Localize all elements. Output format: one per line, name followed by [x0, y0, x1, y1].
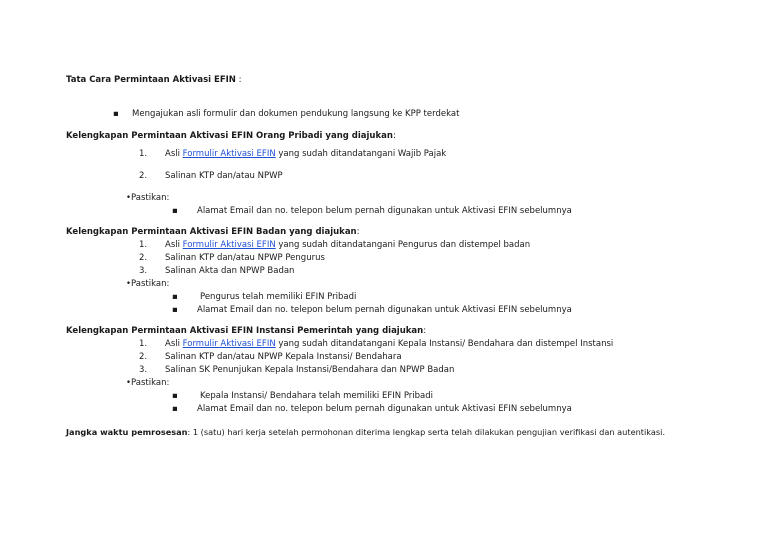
formulir-link[interactable]: Formulir Aktivasi EFIN — [182, 339, 276, 349]
list-item-text: yang sudah ditandatangani Kepala Instansi/ Bendahara dan distempel Instansi — [275, 339, 614, 349]
intro-bullet-text: Mengajukan asli formulir dan dokumen pendukung langsung ke KPP terdekat — [132, 109, 460, 119]
list-item-instansi-3: Salinan SK Penunjukan Kepala Instansi/Bendahara dan NPWP Badan — [165, 365, 455, 375]
pastikan-text: Pastikan: — [131, 193, 170, 203]
processing-time-label: Jangka waktu pemrosesan — [66, 427, 188, 437]
section-heading-instansi — [66, 326, 426, 337]
bullet-marker: • — [126, 378, 132, 388]
bullet-marker: ▪ — [172, 206, 178, 216]
bullet-marker: • — [126, 279, 132, 289]
page-title-colon: : — [235, 75, 242, 85]
bullet-marker: ▪ — [172, 305, 178, 315]
list-number: 2. — [139, 352, 148, 362]
list-number: 2. — [139, 253, 148, 263]
pastikan-label-op — [126, 193, 169, 204]
heading-colon: : — [392, 131, 396, 141]
list-item-text: yang sudah ditandatangani Wajib Pajak — [275, 149, 447, 159]
list-item-instansi-1 — [165, 339, 613, 350]
page-title — [66, 75, 242, 86]
check-item-badan-2: Alamat Email dan no. telepon belum pernah digunakan untuk Aktivasi EFIN sebelumnya — [197, 305, 572, 315]
list-number: 3. — [139, 266, 148, 276]
list-number: 2. — [139, 171, 148, 181]
formulir-link[interactable]: Formulir Aktivasi EFIN — [182, 240, 276, 250]
pastikan-label-instansi — [126, 378, 169, 389]
section-heading-badan-text: Kelengkapan Permintaan Aktivasi EFIN Badan yang diajukan — [66, 227, 357, 237]
check-item-instansi-2: Alamat Email dan no. telepon belum pernah digunakan untuk Aktivasi EFIN sebelumnya — [197, 404, 572, 414]
bullet-marker: • — [126, 193, 132, 203]
check-item-badan-1: Pengurus telah memiliki EFIN Pribadi — [200, 292, 357, 302]
pastikan-text: Pastikan: — [131, 279, 170, 289]
bullet-marker: ▪ — [172, 391, 178, 401]
list-item-text: Asli — [165, 339, 183, 349]
list-item-badan-2: Salinan KTP dan/atau NPWP Pengurus — [165, 253, 325, 263]
page-title-bold: Tata Cara Permintaan Aktivasi EFIN — [66, 75, 236, 85]
heading-colon: : — [423, 326, 427, 336]
section-heading-op — [66, 131, 396, 142]
list-item-badan-3: Salinan Akta dan NPWP Badan — [165, 266, 295, 276]
list-item-text: Asli — [165, 149, 183, 159]
pastikan-label-badan — [126, 279, 169, 290]
list-number: 1. — [139, 240, 148, 250]
list-item-op-1 — [165, 149, 446, 160]
pastikan-text: Pastikan: — [131, 378, 170, 388]
section-heading-instansi-text: Kelengkapan Permintaan Aktivasi EFIN Instansi Pemerintah yang diajukan — [66, 326, 424, 336]
check-item-instansi-1: Kepala Instansi/ Bendahara telah memiliki EFIN Pribadi — [200, 391, 434, 401]
processing-time — [66, 427, 665, 438]
list-item-badan-1 — [165, 240, 530, 251]
list-item-op-2: Salinan KTP dan/atau NPWP — [165, 171, 283, 181]
list-item-text: yang sudah ditandatangani Pengurus dan distempel badan — [275, 240, 531, 250]
heading-colon: : — [356, 227, 360, 237]
formulir-link[interactable]: Formulir Aktivasi EFIN — [182, 149, 276, 159]
processing-time-text: : 1 (satu) hari kerja setelah permohonan diterima lengkap serta telah dilakukan pengujian verifikasi dan autentikasi. — [187, 427, 666, 437]
section-heading-badan — [66, 227, 360, 238]
list-item-text: Asli — [165, 240, 183, 250]
list-number: 1. — [139, 149, 148, 159]
bullet-marker: ▪ — [172, 292, 178, 302]
bullet-marker: ▪ — [113, 109, 119, 119]
bullet-marker: ▪ — [172, 404, 178, 414]
section-heading-op-text: Kelengkapan Permintaan Aktivasi EFIN Orang Pribadi yang diajukan — [66, 131, 393, 141]
check-item-op-1: Alamat Email dan no. telepon belum pernah digunakan untuk Aktivasi EFIN sebelumnya — [197, 206, 572, 216]
list-number: 1. — [139, 339, 148, 349]
list-item-instansi-2: Salinan KTP dan/atau NPWP Kepala Instansi/ Bendahara — [165, 352, 402, 362]
list-number: 3. — [139, 365, 148, 375]
